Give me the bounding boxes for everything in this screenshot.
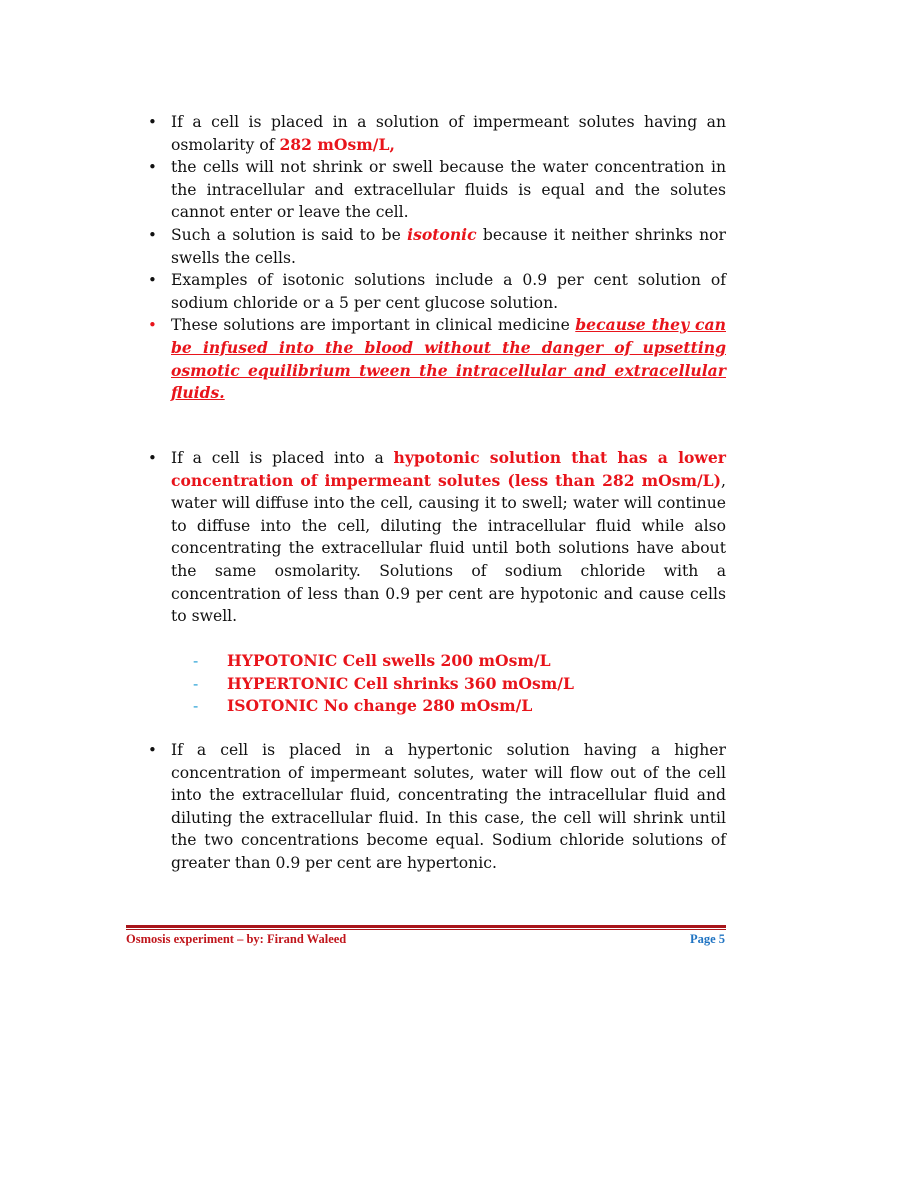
bullet-icon: • — [148, 113, 157, 131]
list-item — [148, 156, 726, 224]
hypotonic-bullet-list — [148, 447, 726, 628]
isotonic-term: isotonic — [407, 224, 477, 244]
bullet-icon: • — [148, 741, 157, 759]
page-number: Page 5 — [689, 932, 725, 946]
list-item — [148, 269, 726, 314]
paragraph-text: If a cell is placed in a solution of impermeant solutes having an osmolarity of — [171, 113, 726, 154]
bullet-icon: • — [148, 158, 157, 177]
hypotonic-definition: hypotonic solution that has a lower concentration of impermeant solutes (less than 282 mOsm/L) — [171, 448, 726, 490]
paragraph-text: , water will diffuse into the cell, causing it to swell; water will continue to diffuse into the cell, diluting the intracellular fluid while also concentrating the extracellular fluid until both solutions have about the same osmolarity. Solutions of sodium chloride with a concentration of less than 0.9 per cent are hypotonic and cause cells to swell. — [171, 471, 726, 626]
isotonic-bullet-list — [148, 111, 726, 405]
emphasis-text: because they can be infused into the blood without the danger of upsetting osmotic equilibrium tween the intracellular and extracellular fluids. — [171, 315, 726, 403]
paragraph-text: These solutions are important in clinical medicine — [171, 316, 576, 335]
bullet-icon: • — [148, 316, 157, 335]
hypertonic-bullet-list — [148, 739, 726, 875]
paragraph-text: the cells will not shrink or swell because the water concentration in the intracellular and extracellular fluids is equal and the solutes cannot enter or leave the cell. — [171, 158, 726, 222]
footer-divider — [126, 929, 726, 930]
footer-divider — [126, 925, 726, 928]
list-item — [148, 224, 726, 269]
dash-icon: - — [193, 697, 199, 716]
paragraph-text: If a cell is placed into a — [171, 449, 394, 467]
list-item — [190, 650, 574, 673]
osmolarity-value: 282 mOsm/L, — [279, 134, 395, 154]
dash-icon: - — [193, 674, 199, 693]
list-item — [148, 447, 726, 628]
footer-title: Osmosis experiment – by: Firand Waleed — [126, 932, 347, 946]
list-item — [190, 673, 574, 696]
tonicity-summary-list — [190, 650, 574, 718]
list-item — [148, 111, 726, 156]
paragraph-text: If a cell is placed in a hypertonic solution having a higher concentration of impermeant solutes, water will flow out of the cell into the extracellular fluid, concentrating the intracellular fluid and diluting the extracellular fluid. In this case, the cell will shrink until the two concentrations become equal. Sodium chloride solutions of greater than 0.9 per cent are hypertonic. — [171, 741, 726, 872]
summary-text: HYPERTONIC Cell shrinks 360 mOsm/L — [227, 673, 574, 693]
summary-text: HYPOTONIC Cell swells 200 mOsm/L — [227, 651, 551, 670]
paragraph-text: Examples of isotonic solutions include a 0.9 per cent solution of sodium chloride or a 5 per cent glucose solution. — [171, 271, 726, 312]
bullet-icon: • — [148, 271, 157, 290]
list-item — [190, 695, 574, 718]
paragraph-text: Such a solution is said to be — [171, 225, 408, 244]
summary-text: ISOTONIC No change 280 mOsm/L — [227, 696, 533, 716]
bullet-icon: • — [148, 225, 157, 244]
dash-icon: - — [193, 652, 199, 670]
list-item — [148, 739, 726, 875]
paragraph-text: because it neither shrinks nor swells the cells. — [171, 225, 726, 267]
list-item — [148, 314, 726, 404]
bullet-icon: • — [148, 449, 157, 467]
